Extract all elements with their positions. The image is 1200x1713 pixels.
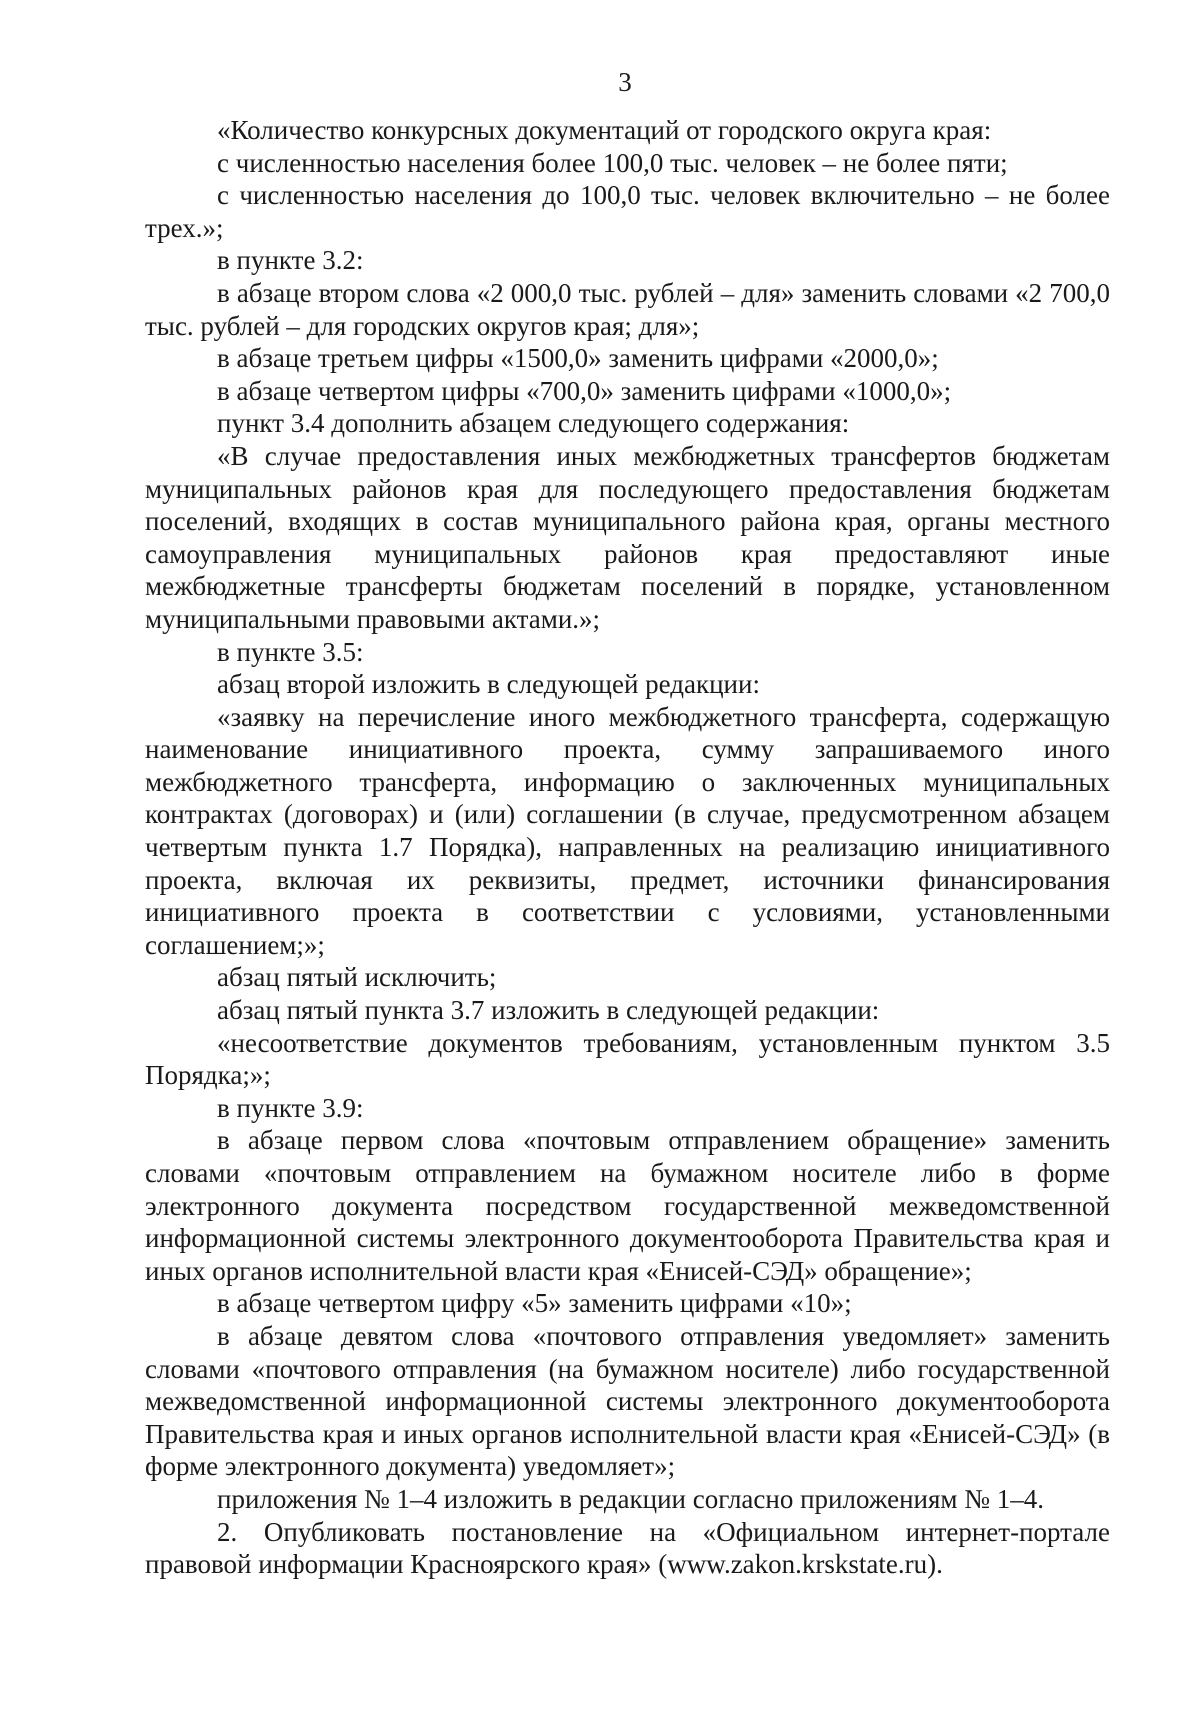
paragraph: в пункте 3.2: (217, 245, 364, 276)
paragraph: в пункте 3.9: (217, 1092, 364, 1123)
paragraph: «Количество конкурсных документаций от городского округа края: (217, 115, 992, 145)
paragraph: в абзаце первом слова «почтовым отправлением обращение» заменить словами «почтовым отправлением на бумажном носителе либо в форме электронного документа посредством государственной межведомственной информационной системы электронного документооборота Правительства края и иных органов исполнительной власти края «Енисей-СЭД» обращение»; (145, 1125, 1110, 1286)
paragraph: пункт 3.4 дополнить абзацем следующего содержания: (217, 408, 850, 439)
paragraph: в пункте 3.5: (217, 636, 364, 667)
paragraph: в абзаце четвертом цифры «700,0» заменить цифрами «1000,0»; (217, 375, 952, 406)
paragraph: в абзаце четвертом цифру «5» заменить цифрами «10»; (217, 1288, 852, 1319)
paragraph: приложения № 1–4 изложить в редакции согласно приложениям № 1–4. (217, 1483, 1044, 1514)
paragraph: абзац второй изложить в следующей редакции: (217, 669, 760, 700)
paragraph: в абзаце девятом слова «почтового отправления уведомляет» заменить словами «почтового отправления (на бумажном носителе) либо государственной межведомственной информационной системы электронного документооборота Правительства края и иных органов исполнительной власти края «Енисей-СЭД» (в форме электронного документа) уведомляет»; (145, 1320, 1110, 1482)
page-number: 3 (618, 67, 632, 97)
paragraph: «несоответствие документов требованиям, установленным пунктом 3.5 Порядка;»; (145, 1027, 1110, 1091)
document-body (145, 114, 1110, 1581)
paragraph: «В случае предоставления иных межбюджетных трансфертов бюджетам муниципальных районов края для последующего предоставления бюджетам поселений, входящих в состав муниципального района края, органы местного самоуправления муниципальных районов края предоставляют иные межбюджетные трансферты бюджетам поселений в порядке, установленном муниципальными правовыми актами.»; (145, 440, 1110, 634)
paragraph: в абзаце втором слова «2 000,0 тыс. рублей – для» заменить словами «2 700,0 тыс. рублей – для городских округов края; для»; (145, 277, 1110, 341)
paragraph: абзац пятый пункта 3.7 изложить в следующей редакции: (217, 995, 880, 1026)
paragraph: с численностью населения более 100,0 тыс. человек – не более пяти; (217, 147, 1008, 178)
paragraph: с численностью населения до 100,0 тыс. человек включительно – не более трех.»; (145, 180, 1110, 243)
paragraph: абзац пятый исключить; (217, 962, 497, 993)
paragraph: «заявку на перечисление иного межбюджетного трансферта, содержащую наименование инициативного проекта, сумму запрашиваемого иного межбюджетного трансферта, информацию о заключенных муниципальных контрактах (договорах) и (или) соглашении (в случае, предусмотренном абзацем четвертым пункта 1.7 Порядка), направленных на реализацию инициативного проекта, включая их реквизиты, предмет, источники финансирования инициативного проекта в соответствии с условиями, установленными соглашением;»; (145, 701, 1110, 960)
paragraph: в абзаце третьем цифры «1500,0» заменить цифрами «2000,0»; (217, 343, 939, 374)
paragraph: 2. Опубликовать постановление на «Официальном интернет-портале правовой информации Красноярского края» (www.zakon.krskstate.ru). (145, 1516, 1110, 1580)
